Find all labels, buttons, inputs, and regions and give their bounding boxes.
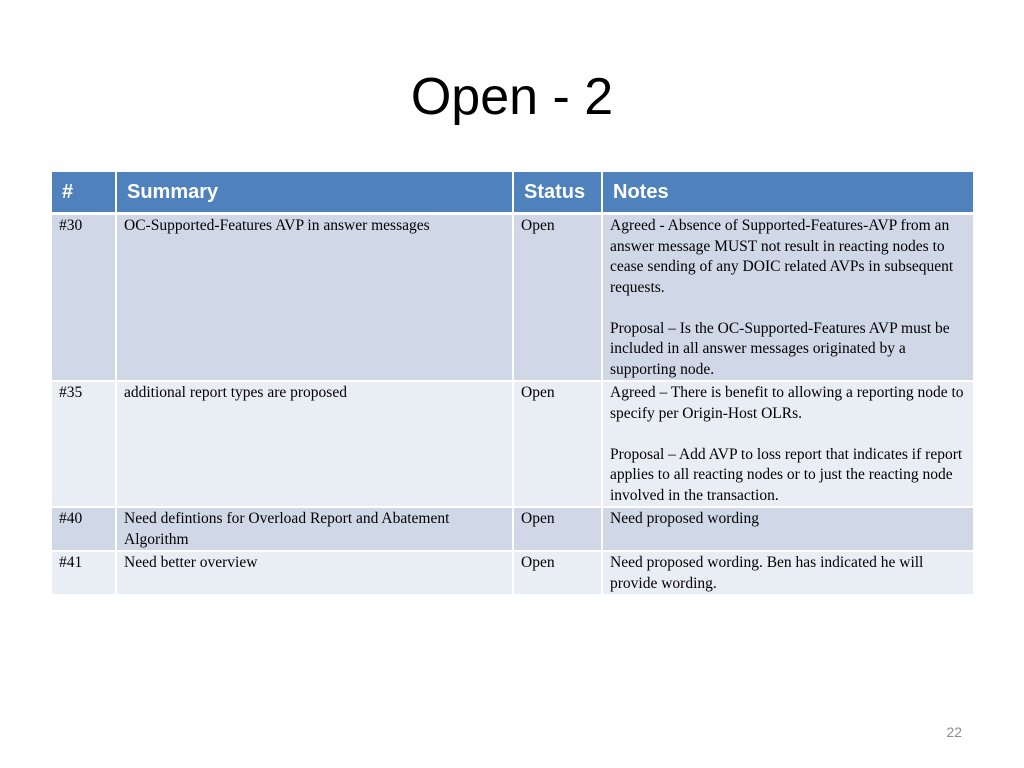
header-number: # [52, 172, 116, 214]
row-notes [602, 381, 973, 507]
row-number: #40 [52, 507, 116, 551]
row-number: #41 [52, 551, 116, 595]
header-notes: Notes [602, 172, 973, 214]
row-status: Open [513, 551, 602, 595]
header-summary: Summary [116, 172, 513, 214]
row-summary: OC-Supported-Features AVP in answer messages [116, 214, 513, 382]
row-status: Open [513, 381, 602, 507]
note-paragraph: Proposal – Is the OC-Supported-Features AVP must be included in all answer messages originated by a supporting node. [610, 319, 950, 378]
note-paragraph: Agreed - Absence of Supported-Features-AVP from an answer message MUST not result in reacting nodes to cease sending of any DOIC related AVPs in subsequent requests. [610, 217, 954, 296]
row-status: Open [513, 214, 602, 382]
open-issues-table [52, 172, 973, 596]
note-paragraph: Proposal – Add AVP to loss report that indicates if report applies to all reacting nodes or to just the reacting node involved in the transaction. [610, 445, 963, 504]
slide-title: Open - 2 [410, 68, 614, 126]
row-summary: Need better overview [116, 551, 513, 595]
row-status: Open [513, 507, 602, 551]
note-paragraph: Agreed – There is benefit to allowing a reporting node to specify per Origin-Host OLRs. [610, 384, 964, 422]
row-notes [602, 551, 973, 595]
table-row [52, 507, 973, 551]
row-summary: additional report types are proposed [116, 381, 513, 507]
header-status: Status [513, 172, 602, 214]
row-summary: Need defintions for Overload Report and Abatement Algorithm [116, 507, 513, 551]
row-notes [602, 507, 973, 551]
row-notes [602, 214, 973, 382]
note-paragraph: Need proposed wording [610, 510, 759, 527]
table-row [52, 551, 973, 595]
table-row [52, 381, 973, 507]
row-number: #35 [52, 381, 116, 507]
table-row [52, 214, 973, 382]
note-paragraph: Need proposed wording. Ben has indicated he will provide wording. [610, 554, 924, 592]
page-number: 22 [946, 724, 962, 740]
row-number: #30 [52, 214, 116, 382]
table-header-row [52, 172, 973, 214]
